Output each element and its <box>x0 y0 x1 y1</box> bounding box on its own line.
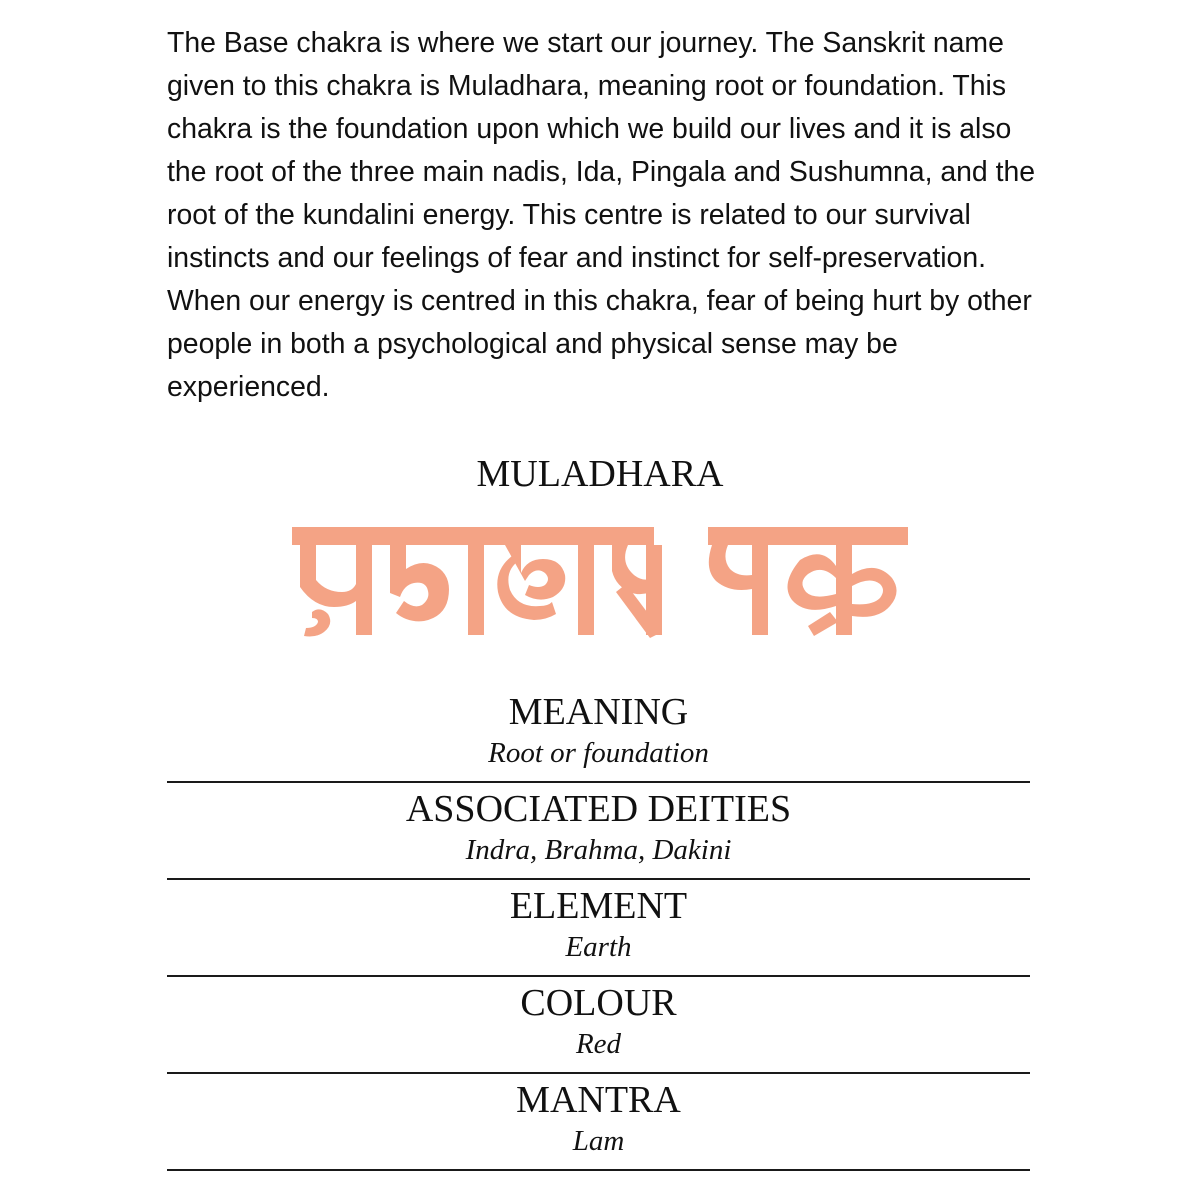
attribute-value: Red <box>575 1028 622 1060</box>
attribute-row-colour <box>167 977 1030 1074</box>
attribute-label: COLOUR <box>520 982 677 1024</box>
sanskrit-title-graphic <box>0 500 1200 660</box>
chakra-attributes-list <box>167 686 1030 1171</box>
attribute-value: Lam <box>572 1125 625 1157</box>
attribute-label: ELEMENT <box>509 885 688 927</box>
attribute-value: Indra, Brahma, Dakini <box>465 834 732 866</box>
attribute-row-meaning <box>167 686 1030 783</box>
chakra-name-heading: MULADHARA <box>476 453 724 495</box>
attribute-value: Earth <box>565 931 632 963</box>
attribute-row-element <box>167 880 1030 977</box>
attribute-label: MEANING <box>508 691 689 733</box>
attribute-value: Root or foundation <box>488 737 709 769</box>
attribute-row-mantra <box>167 1074 1030 1171</box>
attribute-label: ASSOCIATED DEITIES <box>405 788 792 830</box>
attribute-row-deities <box>167 783 1030 880</box>
sanskrit-title-artwork <box>0 500 1200 660</box>
intro-paragraph: The Base chakra is where we start our journey. The Sanskrit name given to this chakra is Muladhara, meaning root or foundation. This chakra is the foundation upon which we build our lives and it is also the root of the three main nadis, Ida, Pingala and Sushumna, and the root of the kundalini energy. This centre is related to our survival instincts and our feelings of fear and instinct for self-preservation. When our energy is centred in this chakra, fear of being hurt by other people in both a psychological and physical sense may be experienced. <box>167 27 1036 403</box>
attribute-label: MANTRA <box>516 1079 681 1121</box>
